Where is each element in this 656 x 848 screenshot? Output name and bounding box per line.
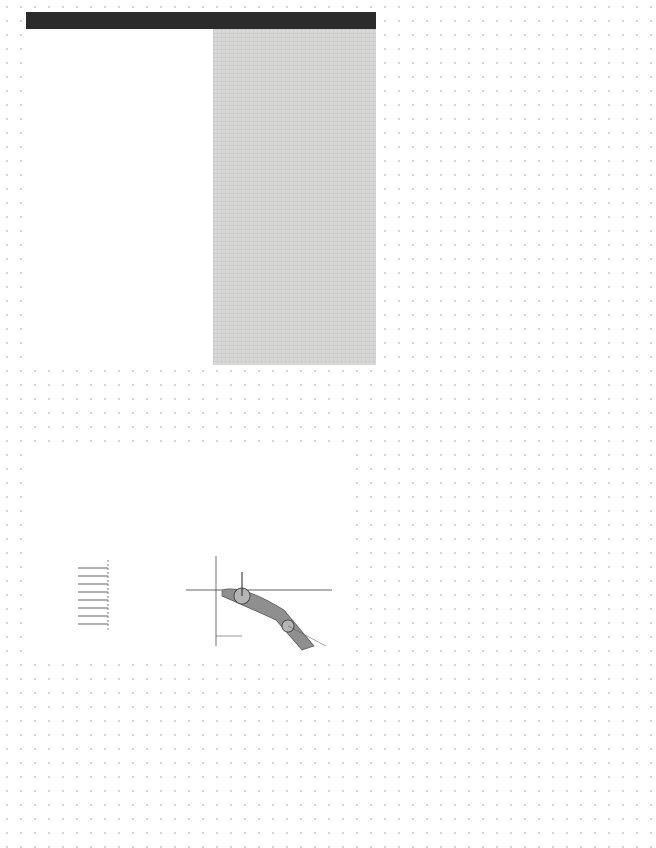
pdf-title-bar [26, 12, 376, 29]
manometer-photo [213, 29, 376, 365]
problem2-panel [26, 452, 352, 652]
problem1-text-panel [26, 29, 216, 365]
airfoil-figure [26, 546, 352, 654]
manometer-chart [213, 29, 376, 365]
